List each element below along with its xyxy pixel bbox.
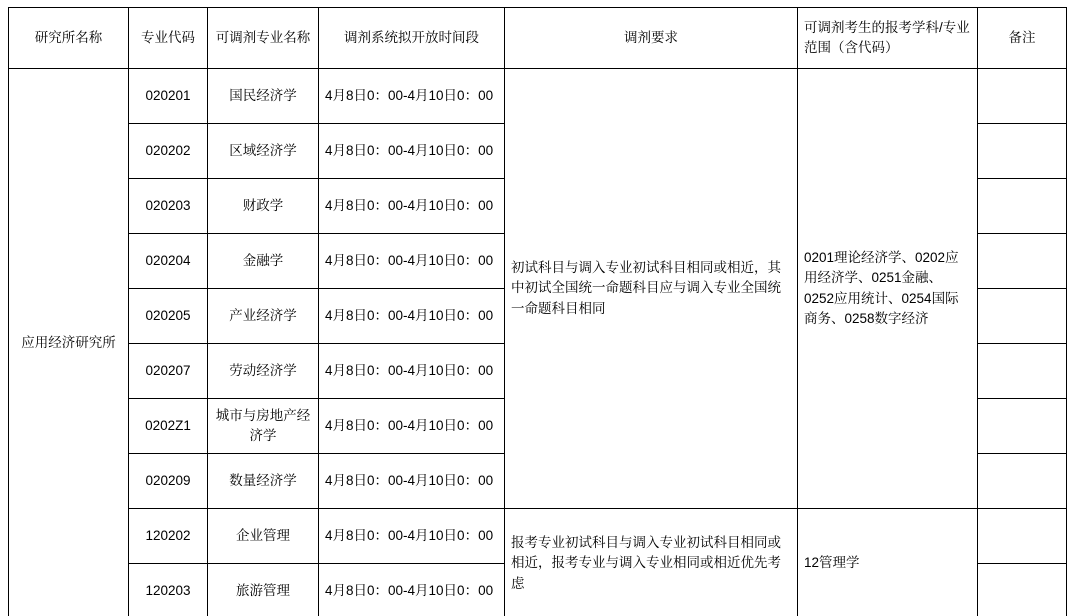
- institute-name: 应用经济研究所: [9, 69, 129, 616]
- open-period: 4月8日0：00-4月10日0：00: [319, 69, 505, 124]
- major-code: 020202: [129, 124, 208, 179]
- major-code: 020207: [129, 344, 208, 399]
- requirement-text: 报考专业初试科目与调入专业初试科目相同或相近，报考专业与调入专业相同或相近优先考虑: [505, 509, 798, 616]
- major-code: 020201: [129, 69, 208, 124]
- major-code: 120203: [129, 564, 208, 616]
- column-header-scope: 可调剂考生的报考学科/专业范围（含代码）: [798, 8, 978, 69]
- remark-cell: [978, 509, 1067, 564]
- scope-text: 0201理论经济学、0202应用经济学、0251金融、0252应用统计、0254国际商务、0258数字经济: [798, 69, 978, 509]
- remark-cell: [978, 69, 1067, 124]
- major-name: 旅游管理: [208, 564, 319, 616]
- column-header-remark: 备注: [978, 8, 1067, 69]
- major-name: 金融学: [208, 234, 319, 289]
- major-name: 劳动经济学: [208, 344, 319, 399]
- major-name: 企业管理: [208, 509, 319, 564]
- major-code: 020209: [129, 454, 208, 509]
- column-header-major-name: 可调剂专业名称: [208, 8, 319, 69]
- column-header-institute: 研究所名称: [9, 8, 129, 69]
- open-period: 4月8日0：00-4月10日0：00: [319, 124, 505, 179]
- major-name: 城市与房地产经济学: [208, 399, 319, 454]
- table-header-row: [9, 8, 1067, 69]
- column-header-requirement: 调剂要求: [505, 8, 798, 69]
- open-period: 4月8日0：00-4月10日0：00: [319, 289, 505, 344]
- major-code: 0202Z1: [129, 399, 208, 454]
- adjustment-table: [8, 7, 1067, 616]
- open-period: 4月8日0：00-4月10日0：00: [319, 454, 505, 509]
- open-period: 4月8日0：00-4月10日0：00: [319, 564, 505, 616]
- remark-cell: [978, 124, 1067, 179]
- remark-cell: [978, 289, 1067, 344]
- major-code: 020203: [129, 179, 208, 234]
- scope-text: 12管理学: [798, 509, 978, 616]
- major-code: 020205: [129, 289, 208, 344]
- major-name: 数量经济学: [208, 454, 319, 509]
- remark-cell: [978, 564, 1067, 616]
- open-period: 4月8日0：00-4月10日0：00: [319, 179, 505, 234]
- remark-cell: [978, 454, 1067, 509]
- remark-cell: [978, 234, 1067, 289]
- major-code: 020204: [129, 234, 208, 289]
- column-header-open-period: 调剂系统拟开放时间段: [319, 8, 505, 69]
- remark-cell: [978, 179, 1067, 234]
- open-period: 4月8日0：00-4月10日0：00: [319, 399, 505, 454]
- column-header-major-code: 专业代码: [129, 8, 208, 69]
- open-period: 4月8日0：00-4月10日0：00: [319, 234, 505, 289]
- table-row: [9, 69, 1067, 124]
- remark-cell: [978, 399, 1067, 454]
- open-period: 4月8日0：00-4月10日0：00: [319, 509, 505, 564]
- open-period: 4月8日0：00-4月10日0：00: [319, 344, 505, 399]
- major-name: 财政学: [208, 179, 319, 234]
- major-name: 产业经济学: [208, 289, 319, 344]
- major-code: 120202: [129, 509, 208, 564]
- major-name: 国民经济学: [208, 69, 319, 124]
- remark-cell: [978, 344, 1067, 399]
- major-name: 区域经济学: [208, 124, 319, 179]
- table-row: [9, 509, 1067, 564]
- requirement-text: 初试科目与调入专业初试科目相同或相近，其中初试全国统一命题科目应与调入专业全国统一命题科目相同: [505, 69, 798, 509]
